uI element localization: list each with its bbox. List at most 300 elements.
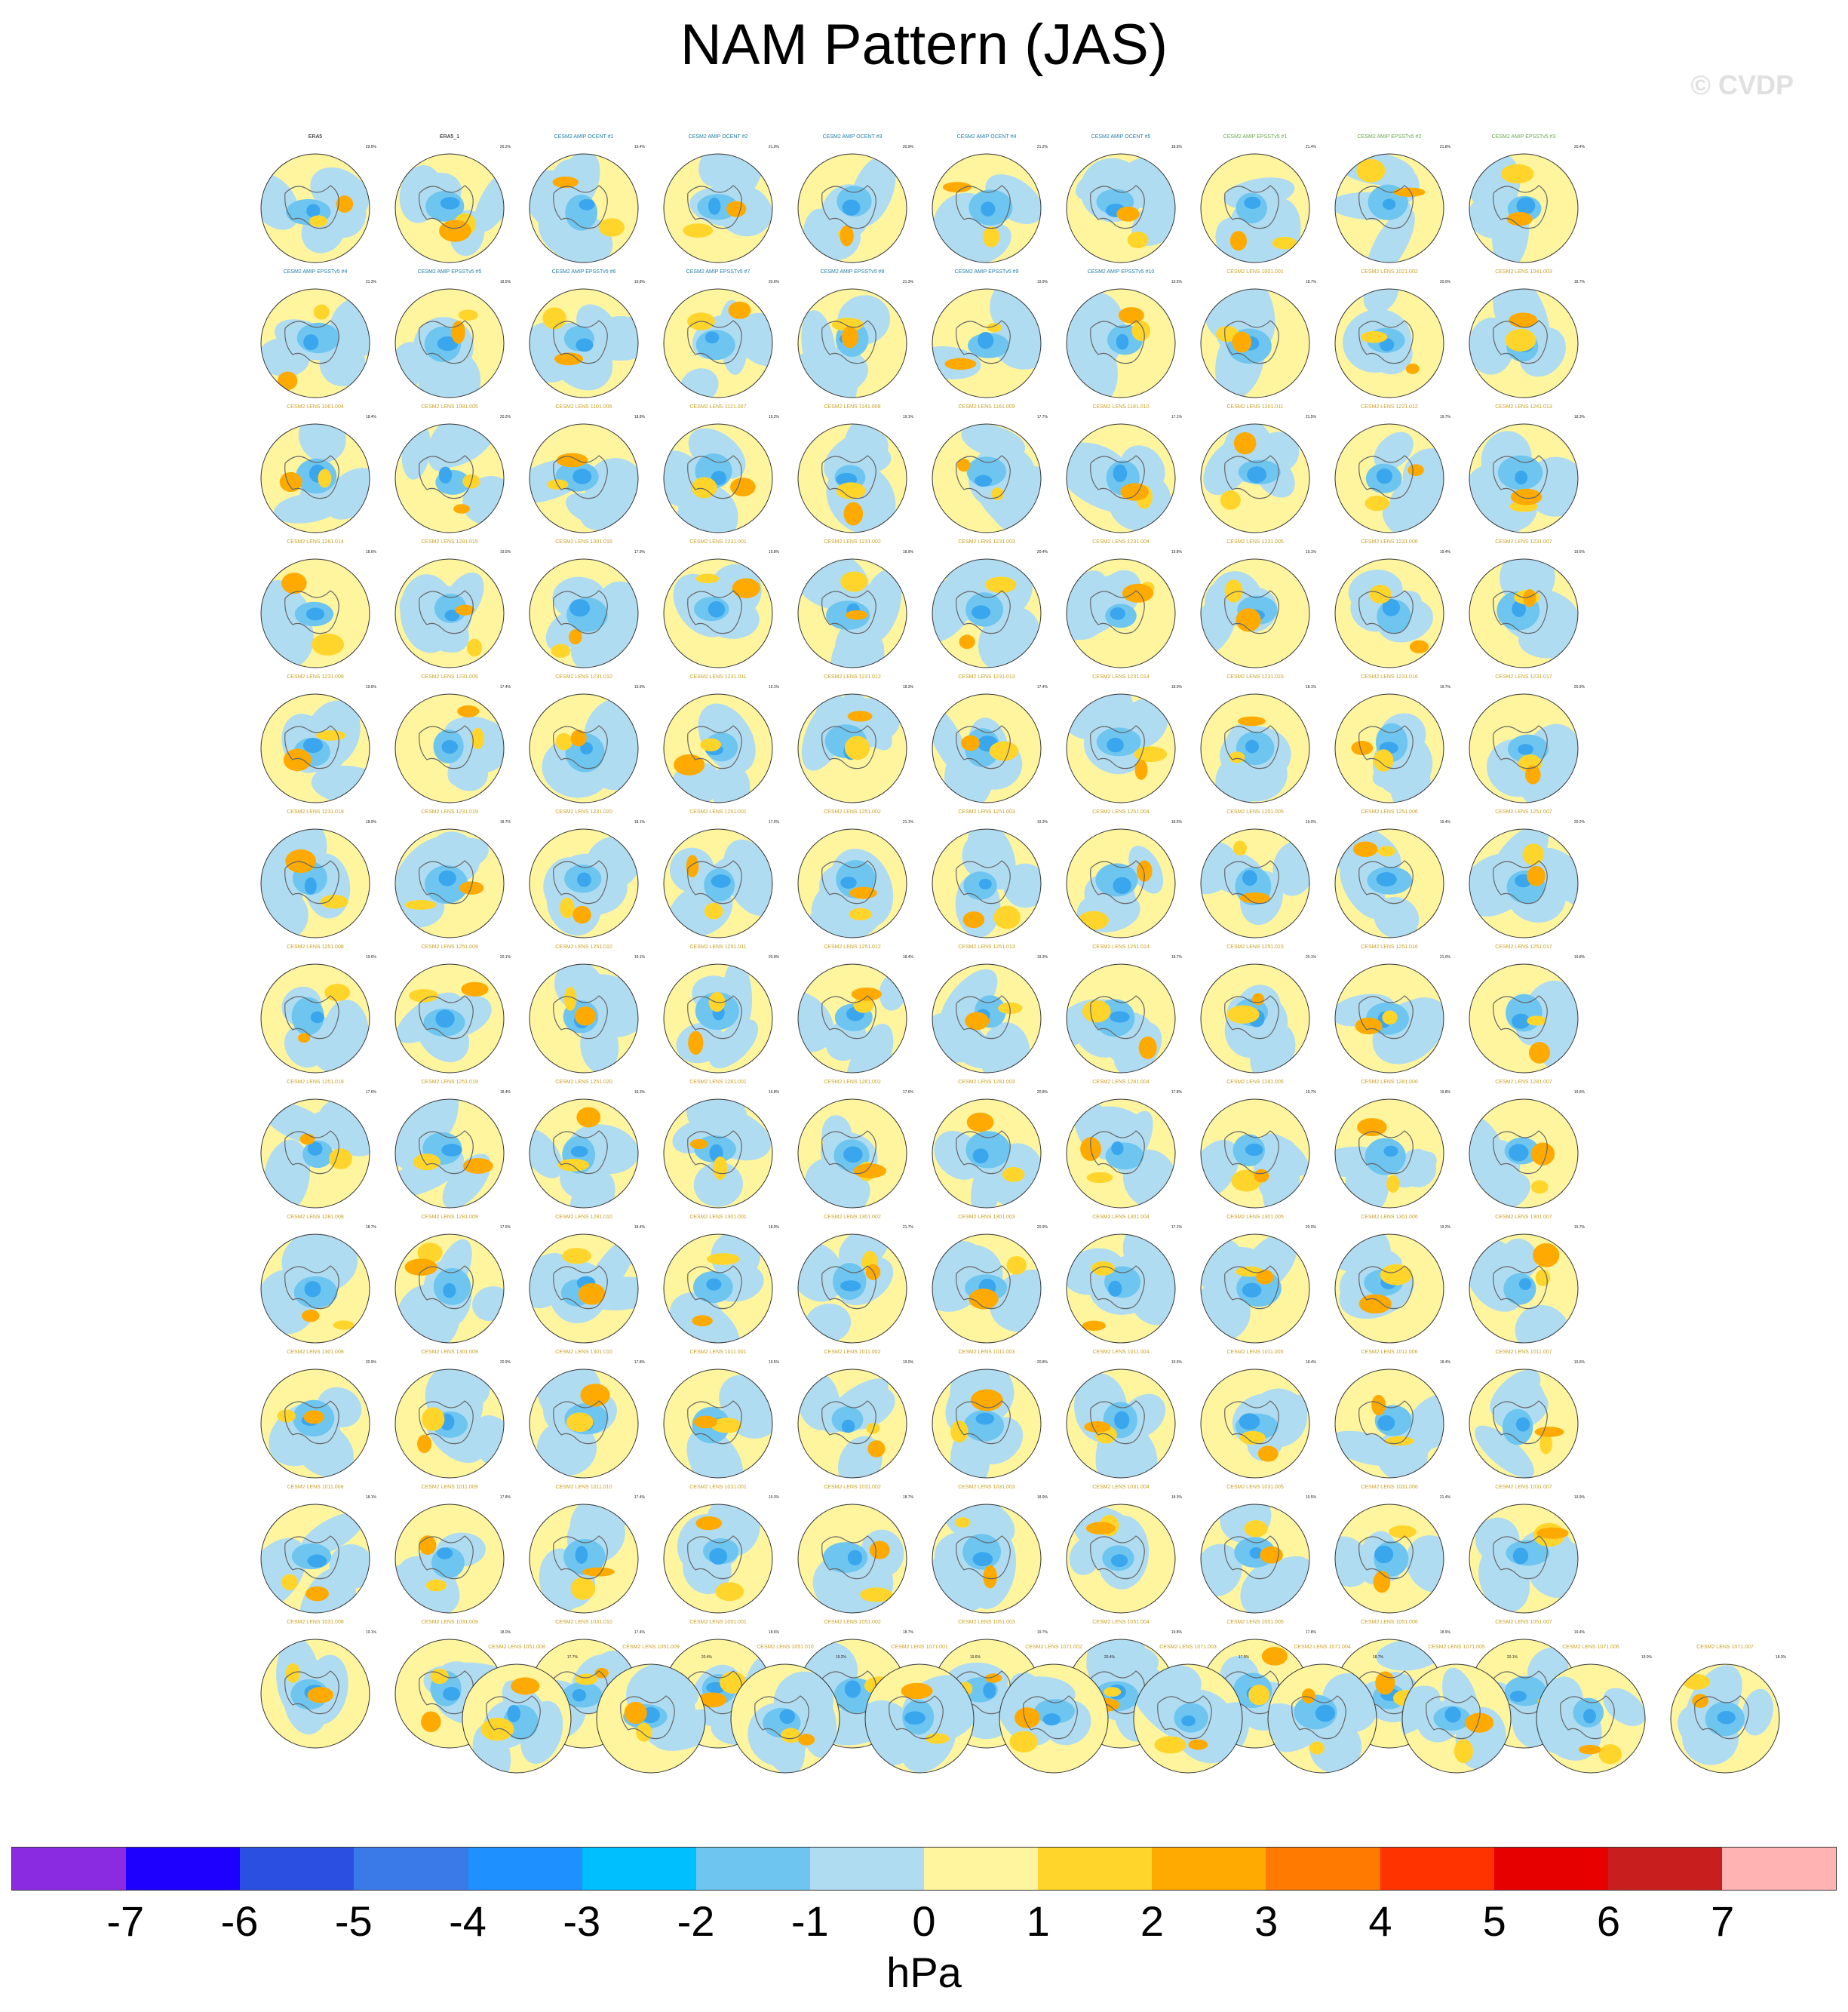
anomaly-region — [1087, 1172, 1113, 1183]
map-panel — [520, 404, 648, 536]
panel-title: CESM2 LENS 1051.006 — [1361, 1620, 1418, 1625]
colorbar-tick-label: -6 — [220, 1897, 259, 1945]
panel-percent-variance: 18.6% — [365, 550, 376, 554]
panel-percent-variance: 17.8% — [1305, 1630, 1316, 1635]
panel-percent-variance: 17.1% — [1171, 415, 1182, 419]
polar-map — [926, 553, 1047, 674]
anomaly-region — [1355, 1018, 1383, 1034]
panel-percent-variance: 18.6% — [768, 1630, 779, 1635]
panel-title: CESM2 LENS 1301.006 — [1361, 1215, 1418, 1220]
panel-title: CESM2 LENS 1251.015 — [1226, 945, 1284, 950]
anomaly-region — [967, 1113, 994, 1132]
polar-map — [1463, 1093, 1584, 1214]
panel-title: CESM2 AMIP EPSSTv5 #5 — [417, 269, 482, 275]
map-panel — [922, 134, 1051, 266]
map-panel — [1057, 1350, 1185, 1482]
anomaly-region — [1374, 1546, 1393, 1563]
map-panel — [1460, 404, 1588, 536]
panel-title: CESM2 AMIP EPSSTv5 #7 — [686, 269, 751, 275]
panel-percent-variance: 19.1% — [768, 685, 779, 690]
anomaly-region — [443, 1283, 456, 1298]
anomaly-region — [305, 1587, 329, 1602]
panel-percent-variance: 17.8% — [499, 1495, 511, 1500]
panel-title: CESM2 LENS 1231.018 — [287, 809, 344, 815]
anomaly-region — [1533, 1243, 1559, 1267]
anomaly-region — [573, 468, 591, 484]
map-panel — [1325, 1080, 1454, 1212]
anomaly-region — [842, 1420, 855, 1433]
panel-percent-variance: 19.8% — [1171, 550, 1182, 554]
panel-title: CESM2 LENS 1231.020 — [555, 809, 612, 815]
anomaly-region — [1365, 496, 1389, 511]
map-panel — [855, 1645, 984, 1777]
map-panel — [251, 674, 379, 806]
panel-percent-variance: 19.4% — [1573, 1630, 1585, 1635]
polar-map — [1463, 148, 1584, 269]
polar-map — [792, 688, 913, 809]
polar-map — [1665, 1658, 1785, 1779]
polar-map — [1061, 1498, 1181, 1619]
panel-percent-variance: 18.5% — [499, 280, 511, 284]
panel-percent-variance: 21.0% — [1439, 955, 1450, 960]
panel-title: CESM2 LENS 1301.016 — [555, 539, 612, 545]
anomaly-region — [579, 199, 594, 210]
panel-percent-variance: 17.4% — [499, 685, 511, 690]
anomaly-region — [1519, 1278, 1531, 1290]
panel-title: CESM2 LENS 1031.002 — [824, 1485, 881, 1490]
anomaly-region — [695, 574, 719, 584]
polar-map — [658, 553, 778, 674]
anomaly-region — [1239, 1413, 1260, 1430]
panel-title: CESM2 LENS 1031.003 — [958, 1485, 1015, 1490]
map-panel — [385, 1350, 514, 1482]
anomaly-region — [565, 195, 597, 231]
panel-title: CESM2 LENS 1031.001 — [689, 1485, 747, 1490]
polar-map — [389, 823, 510, 944]
panel-percent-variance: 20.9% — [902, 145, 913, 149]
polar-map — [255, 1633, 376, 1754]
map-panel — [654, 1080, 782, 1212]
panel-title: CESM2 LENS 1231.019 — [421, 809, 478, 815]
map-panel — [520, 809, 648, 941]
anomaly-region — [837, 482, 866, 499]
polar-map — [1396, 1658, 1517, 1779]
anomaly-region — [571, 1146, 588, 1157]
map-panel — [1460, 1350, 1588, 1482]
polar-map — [1061, 1228, 1181, 1349]
polar-map — [1329, 1228, 1450, 1349]
panel-percent-variance: 17.1% — [1171, 1225, 1182, 1230]
panel-title: CESM2 LENS 1251.011 — [689, 945, 747, 950]
map-panel — [1460, 1080, 1588, 1212]
map-panel — [1460, 674, 1588, 806]
anomaly-region — [779, 1709, 794, 1725]
anomaly-region — [1361, 331, 1387, 343]
polar-map — [658, 688, 778, 809]
polar-map — [255, 958, 376, 1079]
polar-map — [658, 958, 778, 1079]
panel-title: CESM2 LENS 1011.004 — [1092, 1350, 1150, 1355]
panel-title: CESM2 LENS 1031.004 — [1092, 1485, 1150, 1490]
anomaly-region — [867, 1440, 885, 1458]
anomaly-region — [870, 1540, 890, 1559]
panel-percent-variance: 19.4% — [1439, 550, 1450, 554]
map-panel — [654, 539, 782, 671]
panel-percent-variance: 17.5% — [768, 820, 779, 825]
polar-map — [389, 418, 510, 539]
anomaly-region — [575, 1006, 596, 1025]
map-panel — [922, 269, 1051, 401]
anomaly-region — [1111, 1554, 1128, 1567]
anomaly-region — [1188, 1740, 1208, 1750]
panel-percent-variance: 17.4% — [634, 1495, 645, 1500]
map-panel — [1325, 1215, 1454, 1347]
anomaly-region — [849, 908, 872, 920]
map-panel — [1191, 134, 1319, 266]
anomaly-region — [700, 739, 721, 751]
anomaly-region — [1359, 1294, 1392, 1313]
panel-title: CESM2 LENS 1251.016 — [1361, 945, 1418, 950]
anomaly-region — [845, 736, 870, 760]
anomaly-region — [1513, 1548, 1528, 1565]
polar-map — [926, 688, 1047, 809]
panel-percent-variance: 18.8% — [634, 415, 645, 419]
panel-title: CESM2 LENS 1051.004 — [1092, 1620, 1150, 1625]
polar-map — [523, 553, 644, 674]
map-panel — [251, 1620, 379, 1752]
anomaly-region — [846, 610, 867, 620]
panel-title: CESM2 LENS 1051.003 — [958, 1620, 1015, 1625]
anomaly-region — [1516, 1418, 1530, 1432]
panel-title: CESM2 AMIP EPSSTv5 #8 — [820, 269, 885, 275]
polar-map — [926, 823, 1047, 944]
map-panel — [1325, 134, 1454, 266]
polar-map — [1329, 283, 1450, 404]
anomaly-region — [1377, 872, 1397, 886]
panel-percent-variance: 17.4% — [1036, 685, 1048, 690]
polar-map — [523, 688, 644, 809]
anomaly-region — [1082, 1000, 1111, 1023]
anomaly-region — [726, 201, 746, 217]
polar-map — [792, 958, 913, 1079]
colorbar-swatch — [354, 1848, 468, 1890]
anomaly-region — [558, 1159, 590, 1172]
anomaly-region — [1234, 432, 1257, 454]
map-panel — [385, 674, 514, 806]
anomaly-region — [985, 576, 1016, 593]
anomaly-region — [1454, 1739, 1473, 1763]
polar-map — [792, 1093, 913, 1214]
polar-map — [389, 1363, 510, 1484]
anomaly-region — [305, 877, 317, 895]
anomaly-region — [961, 736, 980, 751]
anomaly-region — [1536, 1270, 1551, 1286]
polar-map — [1463, 1363, 1584, 1484]
panel-title: CESM2 LENS 1161.009 — [958, 404, 1015, 410]
panel-title: CESM2 LENS 1301.009 — [421, 1350, 478, 1355]
polar-map — [725, 1658, 846, 1779]
anomaly-region — [467, 639, 482, 657]
panel-title: CESM2 LENS 1231.014 — [1092, 674, 1150, 680]
panel-title: CESM2 LENS 1051.007 — [1495, 1620, 1552, 1625]
panel-title: CESM2 LENS 1301.007 — [1495, 1215, 1552, 1220]
anomaly-region — [1531, 1180, 1549, 1193]
panel-percent-variance: 19.1% — [1305, 550, 1316, 554]
colorbar-tick-label: -7 — [106, 1897, 145, 1945]
map-panel — [251, 1215, 379, 1347]
anomaly-region — [507, 1705, 520, 1722]
map-panel — [654, 269, 782, 401]
anomaly-region — [438, 871, 456, 886]
polar-map — [523, 1093, 644, 1214]
map-panel — [1325, 674, 1454, 806]
polar-map — [389, 1498, 510, 1619]
anomaly-region — [965, 1131, 1010, 1168]
anomaly-region — [312, 634, 344, 656]
panel-percent-variance: 21.4% — [1439, 1495, 1450, 1500]
map-panel — [1191, 1350, 1319, 1482]
anomaly-region — [840, 1280, 861, 1292]
polar-map — [1195, 148, 1315, 269]
polar-map — [255, 1363, 376, 1484]
panel-percent-variance: 18.0% — [1171, 685, 1182, 690]
panel-percent-variance: 16.8% — [768, 1090, 779, 1095]
polar-map — [926, 1093, 1047, 1214]
map-panel — [788, 539, 916, 671]
polar-map — [523, 148, 644, 269]
anomaly-region — [1084, 1421, 1110, 1433]
panel-title: CESM2 LENS 1011.001 — [689, 1350, 747, 1355]
panel-percent-variance: 17.6% — [365, 1090, 376, 1095]
polar-map — [523, 283, 644, 404]
colorbar-swatch — [1380, 1848, 1494, 1890]
anomaly-region — [314, 305, 330, 320]
colorbar-swatch — [582, 1848, 696, 1890]
panel-percent-variance: 18.7% — [1573, 280, 1585, 284]
panel-title: CESM2 LENS 1231.001 — [689, 539, 747, 545]
anomaly-region — [843, 1146, 863, 1163]
anomaly-region — [1110, 1011, 1129, 1022]
anomaly-region — [963, 911, 984, 928]
panel-percent-variance: 18.4% — [634, 1225, 645, 1230]
panel-percent-variance: 19.8% — [1171, 1630, 1182, 1635]
anomaly-region — [1242, 870, 1257, 886]
colorbar-tick-label: -1 — [790, 1897, 829, 1945]
anomaly-region — [840, 226, 853, 247]
map-panel — [788, 1485, 916, 1617]
anomaly-region — [683, 223, 713, 238]
panel-percent-variance: 19.7% — [1573, 1225, 1585, 1230]
panel-percent-variance: 20.4% — [701, 1655, 712, 1660]
anomaly-region — [1254, 1169, 1269, 1183]
panel-title: CESM2 LENS 1301.001 — [689, 1215, 747, 1220]
panel-percent-variance: 17.8% — [634, 1360, 645, 1365]
anomaly-region — [437, 1547, 453, 1559]
polar-map — [792, 283, 913, 404]
polar-map — [1262, 1658, 1383, 1779]
anomaly-region — [571, 1577, 596, 1599]
anomaly-region — [576, 339, 593, 352]
anomaly-region — [1002, 1167, 1024, 1182]
anomaly-region — [1503, 1273, 1536, 1305]
anomaly-region — [1511, 489, 1542, 505]
panel-title: CESM2 LENS 1031.008 — [287, 1620, 344, 1625]
anomaly-region — [840, 877, 857, 889]
anomaly-region — [431, 1669, 449, 1684]
panel-percent-variance: 21.3% — [902, 280, 913, 284]
panel-title: CESM2 LENS 1051.009 — [622, 1645, 680, 1650]
polar-map — [255, 688, 376, 809]
panel-title: CESM2 LENS 1071.001 — [891, 1645, 948, 1650]
panel-title: CESM2 LENS 1011.010 — [555, 1485, 612, 1490]
map-panel — [922, 809, 1051, 941]
anomaly-region — [457, 705, 479, 717]
polar-map — [1463, 553, 1584, 674]
panel-title: CESM2 LENS 1031.005 — [1226, 1485, 1284, 1490]
map-panel — [654, 674, 782, 806]
panel-percent-variance: 18.4% — [365, 415, 376, 419]
anomaly-region — [1315, 1705, 1335, 1722]
panel-title: CESM2 LENS 1251.007 — [1495, 809, 1552, 815]
panel-percent-variance: 19.8% — [1573, 955, 1585, 960]
anomaly-region — [551, 644, 570, 658]
panel-percent-variance: 19.6% — [1171, 1360, 1182, 1365]
map-panel — [520, 1215, 648, 1347]
anomaly-region — [1579, 1745, 1601, 1754]
panel-percent-variance: 18.9% — [1036, 1495, 1048, 1500]
panel-title: CESM2 AMIP EPSSTv5 #3 — [1491, 134, 1556, 140]
anomaly-region — [1240, 892, 1270, 904]
panel-title: CESM2 LENS 1051.008 — [488, 1645, 545, 1650]
panel-title: CESM2 AMIP EPSSTv5 #6 — [551, 269, 616, 275]
panel-percent-variance: 20.8% — [1036, 1090, 1048, 1095]
panel-percent-variance: 19.8% — [1439, 1090, 1450, 1095]
polar-map — [926, 958, 1047, 1079]
panel-percent-variance: 20.1% — [1305, 955, 1316, 960]
anomaly-region — [280, 472, 302, 492]
map-panel — [922, 674, 1051, 806]
panel-percent-variance: 19.7% — [1305, 1090, 1316, 1095]
polar-map — [255, 553, 376, 674]
anomaly-region — [1113, 464, 1128, 482]
map-panel — [251, 945, 379, 1077]
figure-title: NAM Pattern (JAS) — [680, 13, 1168, 77]
polar-map — [1061, 283, 1181, 404]
polar-map — [658, 283, 778, 404]
map-panel — [922, 945, 1051, 1077]
anomaly-region — [848, 711, 873, 721]
polar-map — [1530, 1658, 1651, 1779]
anomaly-region — [709, 1548, 727, 1565]
anomaly-region — [981, 201, 995, 217]
polar-map — [456, 1658, 577, 1779]
map-panel — [385, 809, 514, 941]
anomaly-region — [1523, 589, 1536, 607]
map-panel — [1057, 1080, 1185, 1212]
panel-percent-variance: 20.4% — [1036, 550, 1048, 554]
anomaly-region — [1357, 1118, 1387, 1136]
panel-percent-variance: 19.0% — [1641, 1655, 1652, 1660]
map-panel — [788, 1080, 916, 1212]
panel-title: CESM2 LENS 1301.002 — [824, 1215, 881, 1220]
panel-percent-variance: 21.9% — [768, 145, 779, 149]
anomaly-region — [1116, 334, 1129, 350]
anomaly-region — [1506, 329, 1536, 352]
map-panel — [251, 809, 379, 941]
panel-title: CESM2 LENS 1251.013 — [958, 945, 1015, 950]
polar-map — [1195, 418, 1315, 539]
polar-map — [255, 418, 376, 539]
anomaly-region — [1369, 585, 1391, 604]
panel-title: CESM2 LENS 1231.012 — [824, 674, 881, 680]
panel-title: CESM2 LENS 1231.016 — [1361, 674, 1418, 680]
polar-map — [1195, 958, 1315, 1079]
polar-map — [1195, 1363, 1315, 1484]
panel-percent-variance: 19.6% — [1573, 1360, 1585, 1365]
polar-map — [1329, 688, 1450, 809]
map-panel — [1191, 945, 1319, 1077]
panel-title: CESM2 AMIP OCENT #4 — [956, 134, 1017, 140]
polar-map — [658, 418, 778, 539]
anomaly-region — [1683, 1674, 1710, 1690]
anomaly-region — [843, 199, 861, 215]
colorbar-tick-label: 7 — [1711, 1897, 1735, 1945]
panel-title: CESM2 LENS 1251.005 — [1226, 809, 1284, 815]
panel-percent-variance: 19.2% — [1439, 1225, 1450, 1230]
panel-title: CESM2 LENS 1251.012 — [824, 945, 881, 950]
anomaly-region — [852, 988, 882, 1001]
panel-percent-variance: 21.7% — [902, 1225, 913, 1230]
map-panel — [251, 269, 379, 401]
panel-percent-variance: 21.5% — [1305, 415, 1316, 419]
map-panel — [587, 1645, 715, 1777]
map-panel — [520, 1485, 648, 1617]
map-panel — [385, 539, 514, 671]
anomaly-region — [904, 1711, 926, 1725]
anomaly-region — [732, 578, 760, 597]
polar-map — [1195, 1093, 1315, 1214]
map-panel — [251, 134, 379, 266]
colorbar-tick-label: 2 — [1140, 1897, 1165, 1945]
panel-percent-variance: 19.1% — [902, 415, 913, 419]
polar-map — [389, 1228, 510, 1349]
map-panel — [1460, 269, 1588, 401]
polar-map — [792, 148, 913, 269]
anomaly-region — [983, 226, 999, 247]
anomaly-region — [560, 898, 574, 918]
anomaly-region — [1154, 1736, 1186, 1753]
polar-map — [1195, 1228, 1315, 1349]
colorbar-swatch — [1494, 1848, 1608, 1890]
colorbar-tick-label: -4 — [449, 1897, 487, 1945]
panel-title: CESM2 AMIP EPSSTv5 #9 — [954, 269, 1019, 275]
map-panel — [990, 1645, 1118, 1777]
anomaly-region — [1010, 1731, 1038, 1752]
anomaly-region — [1227, 1006, 1260, 1024]
anomaly-region — [926, 1734, 950, 1744]
panel-title: CESM2 LENS 1031.006 — [1361, 1485, 1418, 1490]
map-panel — [385, 945, 514, 1077]
map-panel — [1124, 1645, 1252, 1777]
panel-title: CESM2 AMIP OCENT #2 — [688, 134, 748, 140]
panel-title: CESM2 AMIP EPSSTv5 #4 — [283, 269, 348, 275]
anomaly-region — [1113, 877, 1131, 894]
panel-title: CESM2 LENS 1071.006 — [1562, 1645, 1619, 1650]
anomaly-region — [554, 352, 583, 365]
colorbar-tick-label: 4 — [1368, 1897, 1392, 1945]
panel-percent-variance: 18.9% — [1439, 1630, 1450, 1635]
anomaly-region — [1244, 197, 1260, 209]
